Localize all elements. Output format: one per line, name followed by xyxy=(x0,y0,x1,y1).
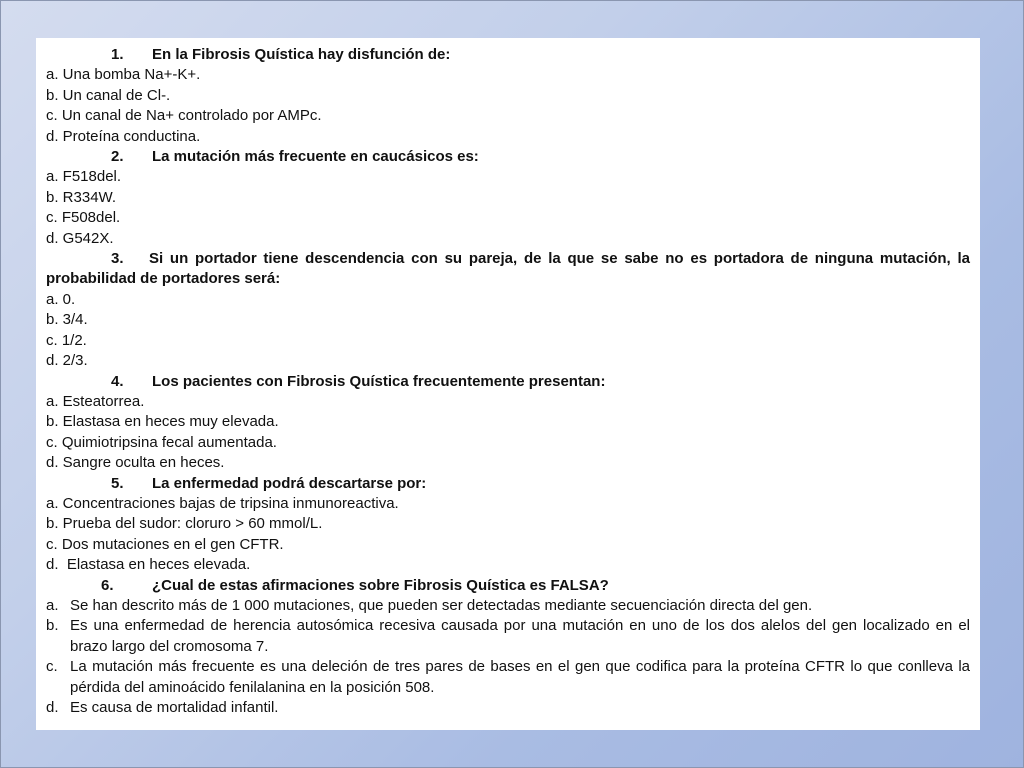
option-a: a. Esteatorrea. xyxy=(46,392,145,410)
option-a: a. 0. xyxy=(46,290,76,308)
option-text: La mutación más frecuente es una deleción de tres pares de bases en el gen que codifica para la proteína CFTR lo que conlleva la pérdida del aminoácido fenilalanina en la posición 508. xyxy=(70,658,970,696)
option-letter: d. xyxy=(46,699,59,716)
question-4 xyxy=(46,372,970,392)
option-b: b. Elastasa en heces muy elevada. xyxy=(46,413,279,431)
option-a: a. Concentraciones bajas de tripsina inmunoreactiva. xyxy=(46,494,399,512)
option-d xyxy=(46,698,970,718)
question-number: 6. xyxy=(101,576,114,594)
question-number: 1. xyxy=(111,46,124,63)
option-b: b. Un canal de Cl-. xyxy=(46,86,171,104)
question-number: 4. xyxy=(111,372,124,390)
option-text: Se han descrito más de 1 000 mutaciones, que pueden ser detectadas mediante secuenciación directa del gen. xyxy=(70,596,813,614)
option-a: a. F518del. xyxy=(46,168,122,186)
question-text: Si un portador tiene descendencia con su pareja, de la que se sabe no es portadora de ninguna mutación, la probabilidad de portadores será: xyxy=(46,250,970,288)
question-number: 2. xyxy=(111,148,124,166)
question-3 xyxy=(46,249,970,290)
option-b: b. R334W. xyxy=(46,188,117,206)
option-letter: c. xyxy=(46,658,58,676)
question-2 xyxy=(46,147,970,167)
option-a xyxy=(46,596,970,616)
option-b: b. Prueba del sudor: cloruro > 60 mmol/L. xyxy=(46,515,323,533)
question-5 xyxy=(46,474,970,494)
question-6 xyxy=(46,576,970,596)
option-d: d. Proteína conductina. xyxy=(46,127,201,145)
option-letter: a. xyxy=(46,596,59,614)
option-c xyxy=(46,657,970,698)
question-text: Los pacientes con Fibrosis Quística frecuentemente presentan: xyxy=(152,372,606,390)
question-number: 3. xyxy=(111,250,124,268)
question-text: En la Fibrosis Quística hay disfunción de: xyxy=(152,46,451,63)
option-c: c. Un canal de Na+ controlado por AMPc. xyxy=(46,107,322,125)
option-letter: b. xyxy=(46,617,59,635)
question-text: La enfermedad podrá descartarse por: xyxy=(152,474,427,492)
option-d: d. Sangre oculta en heces. xyxy=(46,454,225,472)
option-b: b. 3/4. xyxy=(46,311,88,329)
question-text: La mutación más frecuente en caucásicos es: xyxy=(152,148,479,166)
option-d: d. Elastasa en heces elevada. xyxy=(46,556,251,574)
option-text: Es causa de mortalidad infantil. xyxy=(70,699,279,716)
option-d: d. G542X. xyxy=(46,229,114,247)
option-c: c. 1/2. xyxy=(46,331,87,349)
option-c: c. Dos mutaciones en el gen CFTR. xyxy=(46,535,284,553)
question-text: ¿Cual de estas afirmaciones sobre Fibrosis Quística es FALSA? xyxy=(152,576,609,594)
option-b xyxy=(46,616,970,657)
option-c: c. F508del. xyxy=(46,209,121,227)
option-text: Es una enfermedad de herencia autosómica recesiva causada por una mutación en uno de los dos alelos del gen localizado en el brazo largo del cromosoma 7. xyxy=(70,617,970,655)
question-card xyxy=(36,38,980,730)
question-1 xyxy=(46,45,970,65)
option-a: a. Una bomba Na+-K+. xyxy=(46,66,201,84)
option-c: c. Quimiotripsina fecal aumentada. xyxy=(46,433,277,451)
option-d: d. 2/3. xyxy=(46,352,88,370)
question-number: 5. xyxy=(111,474,124,492)
